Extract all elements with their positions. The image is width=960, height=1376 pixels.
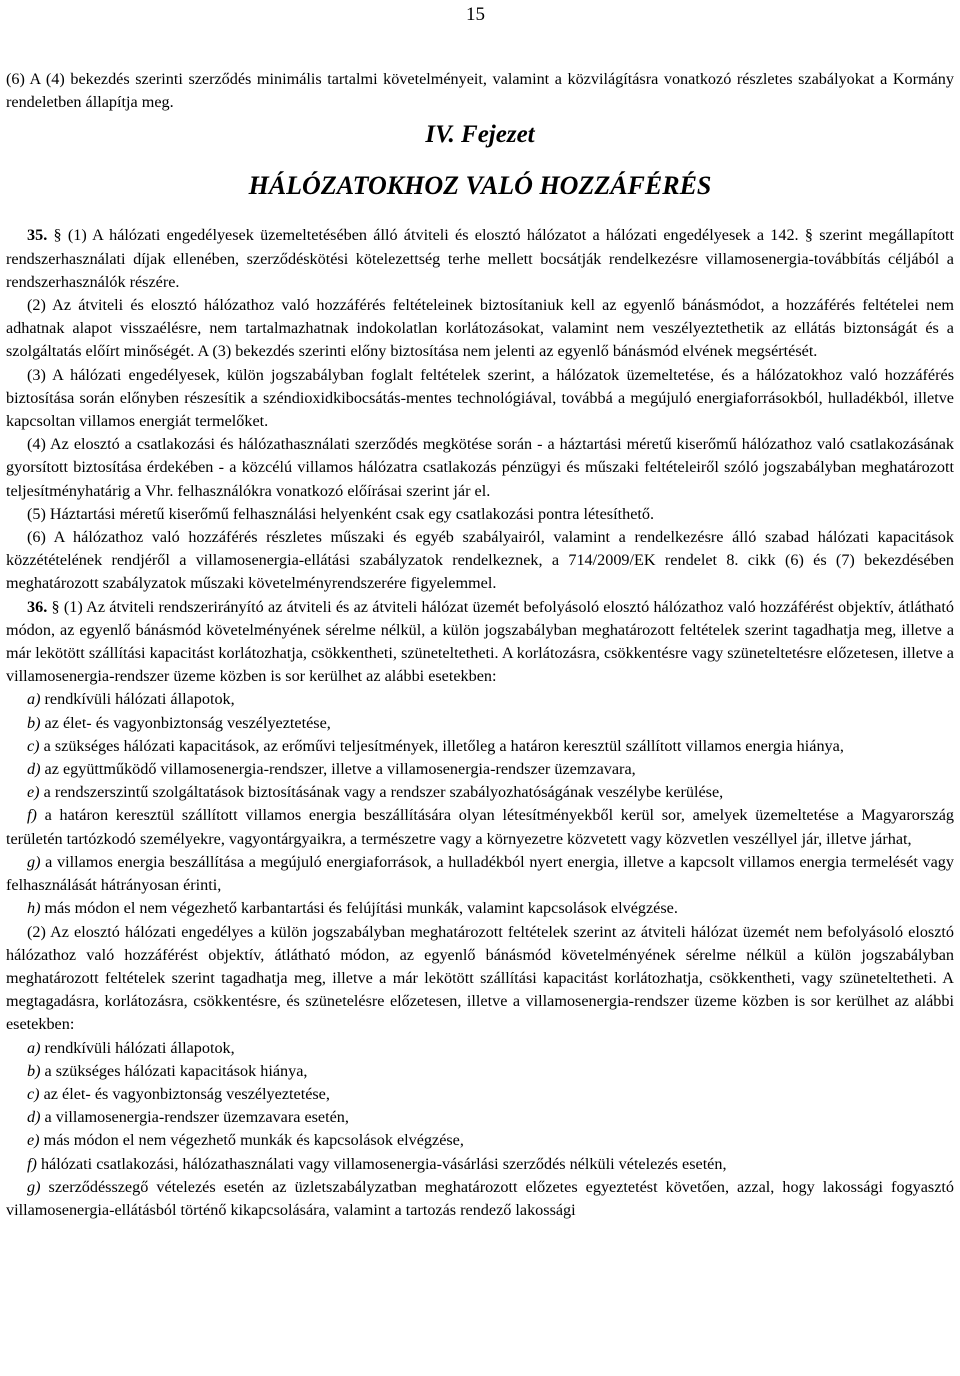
list-item-text: a határon keresztül szállított villamos energia beszállítására olyan létesítményekből kerül sor, amelyek üzemeltetése a Magyarország területén tartózkodó személyekre, vagyontárgyaikra, a természetre vagy a környezetre közvetett vagy közvetlen veszéllyel jár, illetve járhat, xyxy=(6,806,954,848)
list-item xyxy=(6,804,954,850)
list-item xyxy=(6,781,954,804)
list-item-marker: h) xyxy=(27,899,41,918)
section-36-paragraph-2: (2) Az elosztó hálózati engedélyes a külön jogszabályban meghatározott feltételek szerint az átviteli hálózat üzemét nem befolyásoló elosztó hálózathoz való hozzáférést objektív, átlátható módon, az egyenlő bánásmód követelményének sérelme nélkül a külön jogszabályban meghatározott feltételek szerint tagadhatja meg, illetve a már lekötött szállítási kapacitást korlátozhatja, csökkentheti, vagy szüneteltetheti. A megtagadásra, korlátozásra, csökkentésre, és szünetelésre előzetesen, illetve a villamosenergia-rendszer üzeme közben is sor kerülhet az alábbi esetekben: xyxy=(6,922,954,1034)
list-item xyxy=(6,712,954,735)
section-35-paragraph-4: (4) Az elosztó a csatlakozási és hálózathasználati szerződés megkötése során - a háztartási méretű kiserőmű hálózathoz való csatlakozásának gyorsított biztosítása érdekében - a közcélú villamos hálózatra csatlakozás pénzügyi és műszaki feltételeiről szóló jogszabályban meghatározott teljesítményhatárig a Vhr. felhasználókra vonatkozó előírásai szerint jár el. xyxy=(6,435,954,500)
list-item-marker: e) xyxy=(27,1131,40,1150)
list-item-text: a szükséges hálózati kapacitások hiánya, xyxy=(44,1061,308,1080)
section-35-paragraph-2: (2) Az átviteli és elosztó hálózathoz való hozzáférés feltételeinek biztosítaniuk kell az egyenlő bánásmódot, a hozzáférés feltételei nem adhatnak alapot visszaélésre, nem tartalmazhatnak indokolatlan korlátozásokat, valamint nem veszélyeztethetik az ellátás biztonságát és a szolgáltatás előírt minőségét. A (3) bekezdés szerinti előny biztosítása nem jelenti az egyenlő bánásmód elvének megsértését. xyxy=(6,296,954,361)
list-item xyxy=(6,735,954,758)
list-item xyxy=(6,1083,954,1106)
section-35-paragraph-3: (3) A hálózati engedélyesek, külön jogszabályban foglalt feltételek szerint, a hálózatok üzemeltetése, és a hálózatokhoz való hozzáférés biztosítása során előnyben részesítik a széndioxidkibocsátás-mentes technológiával, továbbá a megújuló energiaforrásokból, hulladékból, illetve kapcsoltan villamos energiát termelőket. xyxy=(6,365,954,431)
section-35-paragraph-5: (5) Háztartási méretű kiserőmű felhasználási helyenként csak egy csatlakozási pontra létesíthető. xyxy=(27,504,655,523)
section-36-number: 36. xyxy=(27,597,48,616)
list-item xyxy=(6,851,954,897)
list-item-text: a szükséges hálózati kapacitások, az erőművi teljesítmények, illetőleg a határon keresztül szállított villamos energia hiánya, xyxy=(43,736,844,755)
list-item-marker: e) xyxy=(27,783,40,802)
list-item-marker: a) xyxy=(27,1038,41,1057)
list-item-text: rendkívüli hálózati állapotok, xyxy=(44,690,235,709)
list-item-text: szerződésszegő vételezés esetén az üzletszabályzatban meghatározott előzetes egyeztetést követően, azzal, hogy lakossági fogyasztó villamosenergia-ellátásból történő kikapcsolására, valamint a tartozás rendező lakossági xyxy=(6,1177,954,1219)
list-item-text: az együttműködő villamosenergia-rendszer, illetve a villamosenergia-rendszer üzemzavara, xyxy=(44,760,636,779)
section-35-p1-text: § (1) A hálózati engedélyesek üzemeltetésében álló átviteli és elosztó hálózatot a hálózati engedélyesek a 142. § szerint megállapított rendszerhasználati díjak ellenében, szerződéskötési kötelezettség terhe mellett bocsátják rendelkezésre villamosenergia-továbbítás céljából a rendszerhasználók részére. xyxy=(6,226,955,291)
list-item-marker: b) xyxy=(27,1061,41,1080)
list-item-text: hálózati csatlakozási, hálózathasználati vagy villamosenergia-vásárlási szerződés nélküli vételezés esetén, xyxy=(40,1154,727,1173)
list-item-text: az élet- és vagyonbiztonság veszélyeztetése, xyxy=(43,1084,330,1103)
list-item xyxy=(6,1129,954,1152)
chapter-heading xyxy=(6,114,954,224)
list-item xyxy=(6,758,954,781)
list-item-marker: c) xyxy=(27,736,40,755)
list-item-text: rendkívüli hálózati állapotok, xyxy=(44,1038,235,1057)
section-36-list-2 xyxy=(6,1037,954,1223)
list-item-marker: c) xyxy=(27,1084,40,1103)
list-item-text: a villamos energia beszállítása a megújuló energiaforrások, a hulladékból nyert energia, illetve a kapcsolt villamos energia termelését vagy felhasználását hátrányosan érinti, xyxy=(6,852,954,895)
list-item-marker: g) xyxy=(27,852,41,871)
list-item-marker: d) xyxy=(27,1108,41,1127)
section-35-paragraph-6: (6) A hálózathoz való hozzáférés részletes műszaki és egyéb szabályairól, valamint a rendelkezésre álló szabad hálózati kapacitások közzétételének rendjéről a villamosenergia-ellátási szabályzatok rendelkeznek, a 714/2009/EK rendelet 8. cikk (6) és (7) bekezdésében meghatározott szabályzatok műszaki követelményrendszerére figyelemmel. xyxy=(6,528,954,593)
document-body xyxy=(6,68,954,1222)
chapter-title: HÁLÓZATOKHOZ VALÓ HOZZÁFÉRÉS xyxy=(248,171,712,201)
list-item xyxy=(6,1106,954,1129)
section-35-number: 35. xyxy=(27,226,48,245)
chapter-number: IV. Fejezet xyxy=(425,121,535,149)
list-item xyxy=(6,897,954,920)
section-36-list-1 xyxy=(6,688,954,920)
section-35-paragraph-1 xyxy=(6,224,954,294)
list-item-marker: b) xyxy=(27,713,41,732)
list-item-text: más módon el nem végezhető karbantartási és felújítási munkák, valamint kapcsolások elvégzése. xyxy=(44,899,678,918)
list-item-marker: a) xyxy=(27,690,41,709)
section-36-p1-text: § (1) Az átviteli rendszerirányító az átviteli és az átviteli hálózat üzemét befolyásoló elosztó hálózathoz való hozzáférést objektív, átlátható módon, az egyenlő bánásmód követelményének sérelme nélkül, a külön jogszabályban meghatározott feltételek szerint tagadhatja meg, illetve a már lekötött szállítási kapacitást korlátozhatja, csökkentheti, szüneteltetheti. A korlátozásra, csökkentésre vagy szüneteltetésre előzetesen, illetve a villamosenergia-rendszer üzeme közben is sor kerülhet az alábbi esetekben: xyxy=(6,597,954,686)
list-item-marker: f) xyxy=(27,806,37,825)
list-item xyxy=(6,1037,954,1060)
page-number: 15 xyxy=(466,4,485,25)
paragraph-intro: (6) A (4) bekezdés szerinti szerződés minimális tartalmi követelményeit, valamint a közvilágításra vonatkozó részletes szabályokat a Kormány rendeletben állapítja meg. xyxy=(6,70,954,112)
list-item-marker: f) xyxy=(27,1154,37,1173)
list-item xyxy=(6,1176,954,1222)
list-item xyxy=(6,688,954,711)
list-item-marker: g) xyxy=(27,1177,41,1196)
list-item-text: a villamosenergia-rendszer üzemzavara esetén, xyxy=(44,1108,349,1127)
list-item-text: az élet- és vagyonbiztonság veszélyeztetése, xyxy=(44,713,331,732)
list-item-text: más módon el nem végezhető munkák és kapcsolások elvégzése, xyxy=(43,1131,464,1150)
list-item-text: a rendszerszintű szolgáltatások biztosításának vagy a rendszer szabályozhatóságának veszélybe kerülése, xyxy=(43,783,724,802)
section-36-paragraph-1 xyxy=(6,596,954,689)
list-item-marker: d) xyxy=(27,760,41,779)
list-item xyxy=(6,1153,954,1176)
list-item xyxy=(6,1060,954,1083)
